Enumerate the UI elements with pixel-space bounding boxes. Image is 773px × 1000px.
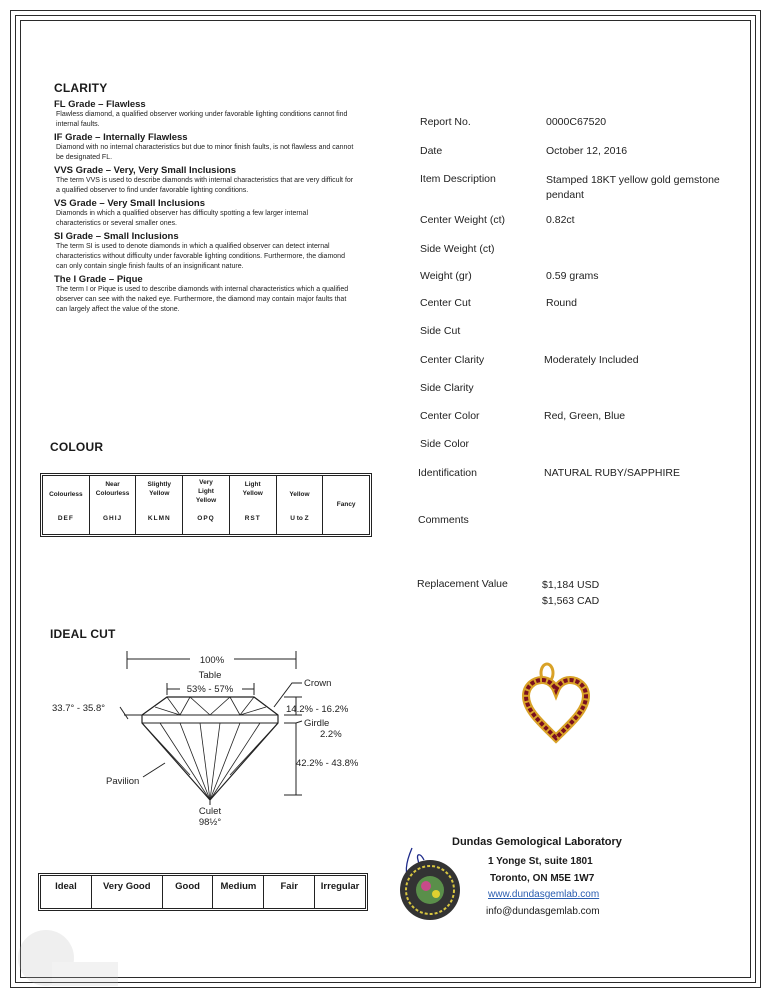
cut-grade-fair: Fair [264, 876, 315, 908]
crown-label: Crown [304, 678, 332, 689]
report-value: 0.82ct [546, 214, 575, 226]
report-label: Weight (gr) [420, 270, 472, 282]
cut-grade-medium: Medium [213, 876, 264, 908]
replacement-value-usd: $1,184 USD [542, 579, 600, 591]
colour-name: Colourless [49, 491, 83, 498]
clarity-heading: CLARITY [54, 81, 108, 95]
clarity-grade-if [54, 132, 354, 163]
report-value: 0.59 grams [546, 270, 599, 282]
grade-title: The I Grade – Pique [54, 274, 143, 285]
pavilion-facets [142, 723, 278, 800]
colour-codes: KLMN [147, 515, 171, 522]
report-value: Red, Green, Blue [544, 410, 626, 422]
grade-title: SI Grade – Small Inclusions [54, 231, 179, 242]
cut-grade-good: Good [163, 876, 214, 908]
pavilion-depth-label: 42.2% - 43.8% [296, 758, 359, 769]
colour-cell-fancy [323, 476, 369, 534]
colour-cell-slightly-yellow [136, 476, 183, 534]
colour-name: Near Colourless [95, 481, 130, 497]
replacement-value-cad: $1,563 CAD [542, 595, 600, 607]
girdle-label: Girdle [304, 718, 330, 729]
lab-website-link[interactable]: www.dundasgemlab.com [488, 889, 600, 900]
report-label: Side Clarity [420, 382, 474, 394]
clarity-grade-list [54, 99, 354, 315]
clarity-grade-vvs [54, 165, 354, 196]
grade-description: The term VVS is used to describe diamonds with internal characteristics that are very difficult for a qualified observer to find under favorable lighting conditions. [56, 177, 354, 194]
colour-cell-colourless [43, 476, 90, 534]
watermark-banner [52, 962, 118, 986]
lab-email[interactable]: info@dundasgemlab.com [486, 906, 600, 917]
colour-codes: GHIJ [102, 515, 123, 522]
grade-description: Diamonds in which a qualified observer has difficulty spotting a few larger internal characteristics or several smaller ones. [56, 210, 309, 227]
lab-address-line1: 1 Yonge St, suite 1801 [488, 856, 593, 867]
replacement-value-label: Replacement Value [417, 578, 508, 590]
pendant-ruby-stones [526, 680, 586, 738]
pavilion-label: Pavilion [106, 776, 140, 787]
report-label: Identification [418, 467, 477, 479]
colour-name: Slightly Yellow [147, 481, 172, 497]
crown-angle-marker [120, 707, 128, 719]
crown-height-label: 14.2% - 16.2% [286, 704, 349, 715]
culet-value: 98½° [198, 817, 222, 828]
colour-scale-table [40, 473, 372, 537]
colour-cell-near-colourless [90, 476, 137, 534]
culet-label: Culet [198, 806, 222, 817]
report-label: Report No. [420, 116, 471, 128]
clarity-grade-fl [54, 99, 354, 130]
width-percent-label: 100% [199, 655, 225, 666]
diamond-proportions-diagram [40, 645, 380, 835]
girdle-leader-line [284, 721, 302, 723]
grade-description: Flawless diamond, a qualified observer working under favorable lighting conditions cannot find internal faults. [56, 111, 348, 128]
crown-angle-label: 33.7° - 35.8° [52, 703, 106, 714]
cut-grade-irregular: Irregular [320, 881, 360, 892]
report-value: Stamped 18KT yellow gold gemstone pendant [546, 174, 720, 201]
signature-and-seal [392, 842, 472, 927]
colour-codes: DEF [57, 515, 74, 522]
clarity-grade-vs [54, 198, 354, 229]
report-label: Center Color [420, 410, 480, 422]
report-label: Date [420, 145, 443, 157]
grade-title: VVS Grade – Very, Very Small Inclusions [54, 165, 236, 176]
colour-codes: RST [244, 515, 261, 522]
report-value: Moderately Included [544, 354, 639, 366]
report-value: Round [546, 297, 577, 309]
colour-name: Fancy [336, 501, 356, 508]
lab-name: Dundas Gemological Laboratory [452, 836, 622, 848]
seal-spot-pink [421, 881, 431, 891]
pendant-photo [520, 662, 592, 744]
report-value: October 12, 2016 [546, 145, 628, 157]
grade-description: Diamond with no internal characteristics but due to minor finish faults, is not flawless and cannot be designated FL. [56, 144, 354, 161]
table-label: Table [198, 670, 222, 681]
grade-title: VS Grade – Very Small Inclusions [54, 198, 206, 209]
report-value: NATURAL RUBY/SAPPHIRE [544, 467, 680, 479]
grade-description: The term I or Pique is used to describe diamonds with internal characteristics which a qualified observer can see with the naked eye. Furthermore, the diamond may contain major faults that can largely affect the value of the stone. [56, 286, 349, 313]
report-label: Side Weight (ct) [420, 243, 495, 255]
girdle-value: 2.2% [320, 729, 342, 740]
table-range-label: 53% - 57% [186, 684, 234, 695]
comments-label: Comments [418, 514, 469, 526]
colour-heading: COLOUR [50, 440, 104, 454]
colour-name: Yellow [289, 491, 310, 498]
lab-address-line2: Toronto, ON M5E 1W7 [490, 873, 595, 884]
cut-grade-ideal: Ideal [41, 876, 92, 908]
ideal-cut-heading: IDEAL CUT [50, 627, 116, 641]
colour-name: Light Yellow [242, 481, 263, 497]
colour-cell-very-light-yellow [183, 476, 230, 534]
cut-grade-very-good: Very Good [92, 876, 163, 908]
diamond-outline [142, 697, 278, 800]
grade-title: FL Grade – Flawless [54, 99, 146, 110]
grade-title: IF Grade – Internally Flawless [54, 132, 188, 143]
pavilion-leader-line [143, 763, 165, 777]
colour-codes: OPQ [197, 515, 215, 522]
colour-name: Very Light Yellow [195, 479, 217, 504]
cut-grade-table [38, 873, 368, 911]
seal-spot-yellow [432, 890, 440, 898]
colour-cell-yellow [277, 476, 324, 534]
report-label: Item Description [420, 173, 496, 185]
report-label: Center Clarity [420, 354, 485, 366]
report-value: 0000C67520 [546, 116, 607, 128]
colour-codes: U to Z [290, 515, 309, 522]
clarity-grade-i [54, 274, 354, 315]
clarity-grade-si [54, 231, 354, 272]
watermark-logo [12, 922, 122, 992]
grade-description: The term SI is used to denote diamonds in which a qualified observer can detect internal characteristics without difficulty under favorable lighting conditions. Furthermore, the diamond can only contain single finish faults of an insignificant nature. [56, 243, 345, 270]
report-label: Side Color [420, 438, 470, 450]
colour-cell-light-yellow [230, 476, 277, 534]
report-label: Side Cut [420, 325, 461, 337]
report-label: Center Cut [420, 297, 471, 309]
seal-center [416, 876, 444, 904]
report-label: Center Weight (ct) [420, 214, 505, 226]
